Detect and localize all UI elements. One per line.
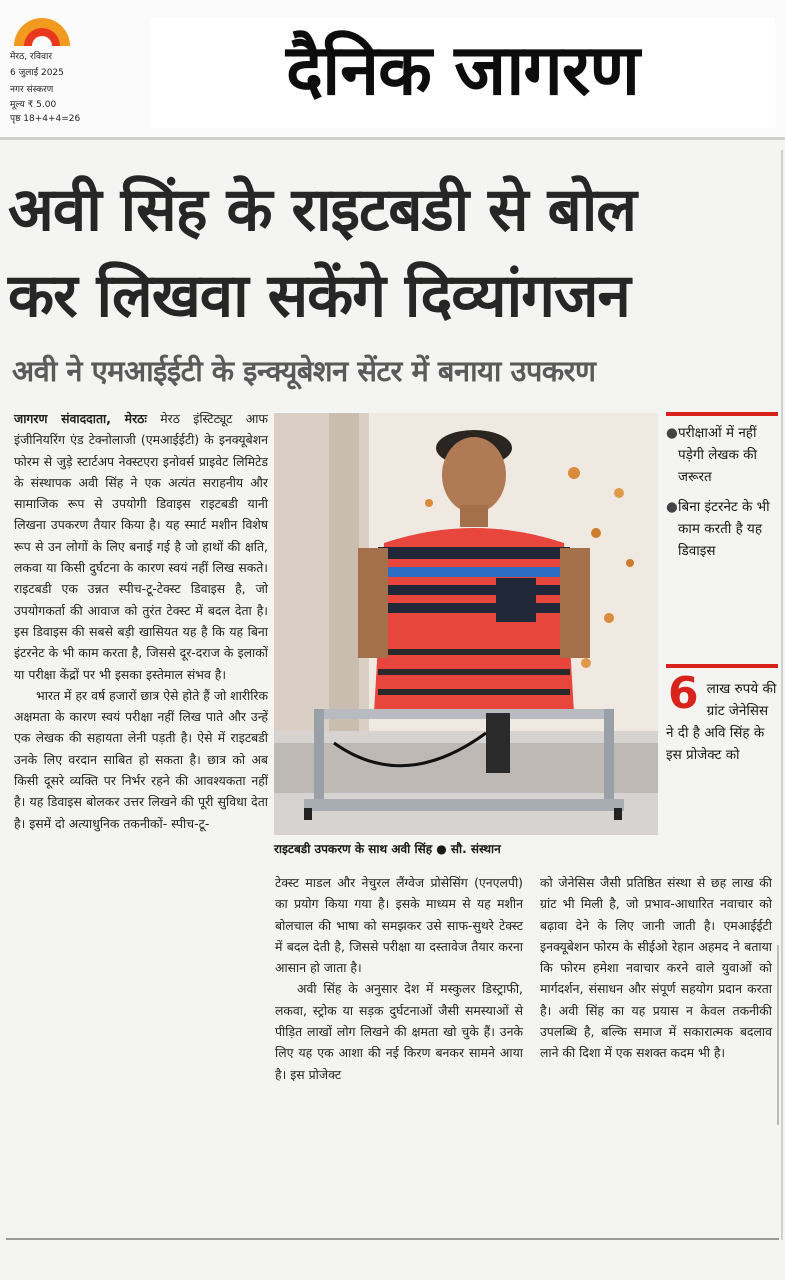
headline-line-1: अवी सिंह के राइटबडी से बोल [8,175,636,245]
city-day: मेरठ, रविवार [10,52,53,62]
photo-caption: राइटबडी उपकरण के साथ अवी सिंह ● सौ. संस्थान [274,842,501,856]
paragraph [14,408,268,685]
masthead [0,0,785,140]
subheadline: अवी ने एमआईईटी के इन्क्यूबेशन सेंटर में बनाया उपकरण [12,354,596,388]
paragraph: को जेनेसिस जैसी प्रतिष्ठित संस्था से छह लाख की ग्रांट भी मिली है, जो प्रभाव-आधारित नवाचार को बढ़ावा देने के लिए जानी जाती है। एमआईईटी इनक्यूबेशन फोरम के सीईओ रेहान अहमद ने बताया कि फोरम हमेशा नवाचार करने वाले युवाओं को मार्गदर्शन, संसाधन और संपूर्ण सहयोग प्रदान करता है। अवी सिंह का यह प्रयास न केवल तकनीकी उपलब्धि है, बल्कि समाज में सकारात्मक बदलाव लाने की दिशा में एक सशक्त कदम भी है। [540,875,772,1061]
newspaper-logo-icon [10,8,74,48]
highlights-box [666,412,778,562]
article-photo [274,413,658,835]
highlight-text: बिना इंटरनेट के भी काम करती है यह डिवाइस [678,499,770,559]
headline-line-2: कर लिखवा सकेंगे दिव्यांगजन [8,261,630,331]
fact-number: 6 [668,668,699,719]
article-column-2 [275,872,523,1085]
newspaper-title: दैनिक जागरण [150,18,775,128]
fact-text: लाख रुपये की ग्रांट जेनेसिस ने दी है अवि सिंह के इस प्रोजेक्ट को [666,681,777,763]
red-rule [666,412,778,416]
price: मूल्य ₹ 5.00 [10,100,57,110]
highlight-text: परीक्षाओं में नहीं पड़ेगी लेखक की जरूरत [678,425,757,485]
page-count: पृष्ठ 18+4+4=26 [10,114,81,124]
issue-date: 6 जुलाई 2025 [10,68,64,78]
paragraph: टेक्स्ट माडल और नेचुरल लैंग्वेज प्रोसेसिंग (एनएलपी) का प्रयोग किया गया है। इसके माध्यम से यह मशीन बोलचाल की भाषा को समझकर उसे साफ-सुथरे टेक्स्ट में बदल देती है, जिससे परीक्षा या दस्तावेज तैयार करना आसान हो जाता है। [275,875,523,976]
bullet-icon: ● [666,425,678,441]
paragraph-text: मेरठ इंस्टिट्यूट आफ इंजीनियरिंग एंड टेक्नोलाजी (एमआईईटी) के इनक्यूबेशन फोरम से जुड़े स्टार्टअप नेक्स्टएरा इनोवर्स प्राइवेट लिमिटेड के संस्थापक अवी सिंह ने एक अत्यंत सराहनीय और सामाजिक रूप से उपयोगी डिवाइस राइटबडी यानी लिखना उपकरण तैयार किया है। यह स्मार्ट मशीन विशेष रूप से उन लोगों के लिए बनाई गई है जो हाथों की क्षति, लकवा या किसी दुर्घटना के कारण स्वयं नहीं लिख सकते। राइटबडी एक उन्नत स्पीच-टू-टेक्स्ट डिवाइस है, जो उपयोगकर्ता की आवाज को तुरंत टेक्स्ट में बदल देता है। इस डिवाइस की सबसे बड़ी खासियत यह है कि यह बिना इंटरनेट के भी काम करता है, जिससे दूर-दराज के इलाकों या परीक्षा केंद्रों पर भी इसका इस्तेमाल संभव है। [14,411,268,682]
edition: नगर संस्करण [10,85,54,95]
fact-box [666,664,778,766]
article-column-1 [14,408,268,834]
highlight-point [666,422,778,488]
byline: जागरण संवाददाता, मेरठः [14,411,147,426]
bottom-rule [6,1238,779,1240]
paragraph: अवी सिंह के अनुसार देश में मस्कुलर डिस्ट्राफी, लकवा, स्ट्रोक या सड़क दुर्घटनाओं जैसी समस्याओं से पीड़ित लाखों लोग लिखने की क्षमता खो चुके हैं। उनके लिए यह एक आशा की नई किरण बनकर सामने आया है। इस प्रोजेक्ट [275,981,523,1082]
paragraph: भारत में हर वर्ष हजारों छात्र ऐसे होते हैं जो शारीरिक अक्षमता के कारण स्वयं परीक्षा नहीं लिख पाते और उन्हें एक लेखक की सहायता लेनी पड़ती है। ऐसे में राइटबडी उनके लिए वरदान साबित हो सकता है। छात्र को अब किसी दूसरे व्यक्ति पर निर्भर रहने की आवश्यकता नहीं है। यह डिवाइस बोलकर उत्तर लिखने की पूरी सुविधा देता है। इसमें दो अत्याधुनिक तकनीकों- स्पीच-टू- [14,687,268,831]
highlight-point [666,496,778,562]
page-edge [781,150,783,1240]
article-column-3 [540,872,772,1064]
column-divider [777,945,779,1125]
photo-illustration [274,413,658,835]
bullet-icon: ● [666,499,678,515]
